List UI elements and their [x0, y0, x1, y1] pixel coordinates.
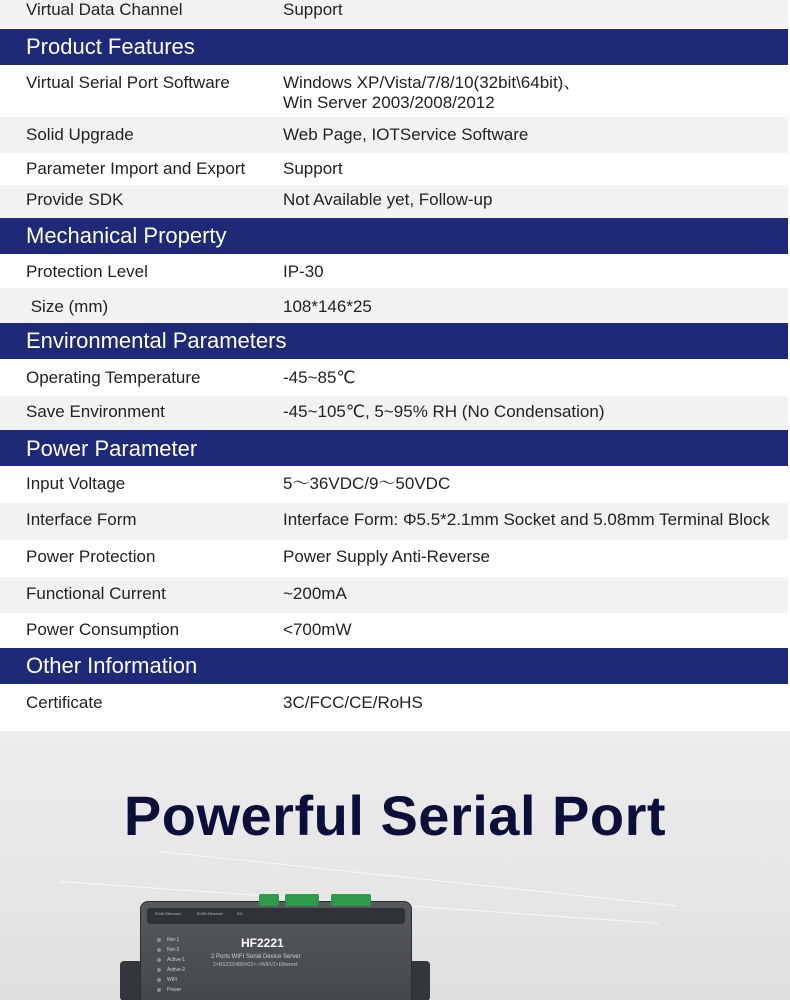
port-label: RJ45 Ethernet	[155, 911, 181, 916]
spec-key: Certificate	[26, 693, 103, 712]
spec-row-certificate	[0, 684, 788, 730]
spec-value: 3C/FCC/CE/RoHS	[283, 693, 423, 712]
spec-row-power-protection	[0, 540, 788, 577]
spec-key: Virtual Data Channel	[26, 0, 183, 19]
spec-row-protection-level	[0, 254, 788, 288]
terminal-block	[259, 894, 279, 906]
spec-value: 5～36VDC/9～50VDC	[283, 474, 451, 493]
spec-value: Power Supply Anti-Reverse	[283, 547, 490, 566]
led-label: Net-1	[167, 937, 180, 943]
spec-value-line2: Win Server 2003/2008/2012	[283, 93, 495, 112]
led-indicator	[157, 948, 161, 952]
led-indicator	[157, 968, 161, 972]
spec-value: Interface Form: Φ5.5*2.1mm Socket and 5.08mm Terminal Block	[283, 510, 770, 529]
spec-value: -45~85℃	[283, 368, 356, 387]
section-environmental-parameters	[0, 323, 788, 359]
spec-key: Size (mm)	[26, 297, 109, 316]
section-title: Mechanical Property	[26, 223, 227, 248]
spec-key: Functional Current	[26, 584, 166, 603]
device-image	[140, 901, 412, 1000]
spec-value: ~200mA	[283, 584, 347, 603]
led-indicator	[157, 958, 161, 962]
spec-key: Solid Upgrade	[26, 125, 134, 144]
spec-value: IP-30	[283, 262, 324, 281]
spec-value: -45~105℃, 5~95% RH (No Condensation)	[283, 402, 605, 421]
led-label: Active-1	[167, 957, 186, 963]
spec-key: Input Voltage	[26, 474, 126, 493]
terminal-block	[331, 894, 371, 906]
led-label: Net-2	[167, 947, 180, 953]
hero-banner	[0, 731, 790, 1000]
spec-key: Parameter Import and Export	[26, 159, 246, 178]
spec-key: Protection Level	[26, 262, 148, 281]
spec-row-provide-sdk	[0, 185, 788, 218]
section-title: Environmental Parameters	[26, 328, 287, 353]
spec-key: Power Protection	[26, 547, 156, 566]
spec-value: 108*146*25	[283, 297, 372, 316]
section-power-parameter	[0, 430, 788, 466]
section-title: Product Features	[26, 34, 195, 59]
spec-value: Web Page, IOTService Software	[283, 125, 529, 144]
spec-value: Not Available yet, Follow-up	[283, 190, 493, 209]
spec-row-operating-temperature	[0, 359, 788, 396]
section-product-features	[0, 29, 788, 65]
spec-value: Support	[283, 159, 343, 178]
device-model: HF2221	[241, 936, 284, 950]
spec-row-input-voltage	[0, 466, 788, 503]
spec-row-virtual-data-channel	[0, 0, 788, 28]
section-other-information	[0, 648, 788, 684]
led-label: WIFI	[167, 977, 178, 983]
led-indicator	[157, 988, 161, 992]
spec-value: <700mW	[283, 620, 352, 639]
section-mechanical-property	[0, 218, 788, 254]
spec-key: Operating Temperature	[26, 368, 201, 387]
spec-row-size	[0, 288, 788, 323]
mounting-ear-left	[120, 961, 142, 1000]
spec-key: Power Consumption	[26, 620, 180, 639]
port-label: RJ45 Ethernet	[197, 911, 223, 916]
light-streak	[160, 851, 677, 906]
led-label: Power	[167, 987, 182, 993]
spec-key: Virtual Serial Port Software	[26, 73, 230, 92]
device-subtitle-2: 2×RS232/485/422<->WIFI/2×Ethernet	[213, 962, 298, 968]
led-indicator	[157, 978, 161, 982]
spec-row-power-consumption	[0, 613, 788, 648]
spec-value: Windows XP/Vista/7/8/10(32bit\64bit)、	[283, 73, 581, 92]
led-indicator	[157, 938, 161, 942]
section-title: Power Parameter	[26, 436, 198, 461]
spec-row-interface-form	[0, 503, 788, 540]
terminal-block	[285, 894, 319, 906]
hero-title: Powerful Serial Port	[123, 784, 667, 847]
led-label: Active-2	[167, 967, 186, 973]
port-label: DC	[237, 911, 243, 916]
spec-row-virtual-serial-port-software	[0, 65, 788, 117]
spec-value: Support	[283, 0, 343, 19]
device-port-strip	[147, 908, 405, 924]
section-title: Other Information	[26, 653, 198, 678]
spec-row-functional-current	[0, 577, 788, 613]
spec-key: Provide SDK	[26, 190, 124, 209]
spec-key: Interface Form	[26, 510, 137, 529]
device-subtitle: 2 Ports WIFI Serial Device Server	[211, 954, 301, 960]
spec-key: Save Environment	[26, 402, 165, 421]
spec-row-parameter-import-export	[0, 153, 788, 185]
spec-row-solid-upgrade	[0, 117, 788, 153]
spec-row-save-environment	[0, 396, 788, 430]
